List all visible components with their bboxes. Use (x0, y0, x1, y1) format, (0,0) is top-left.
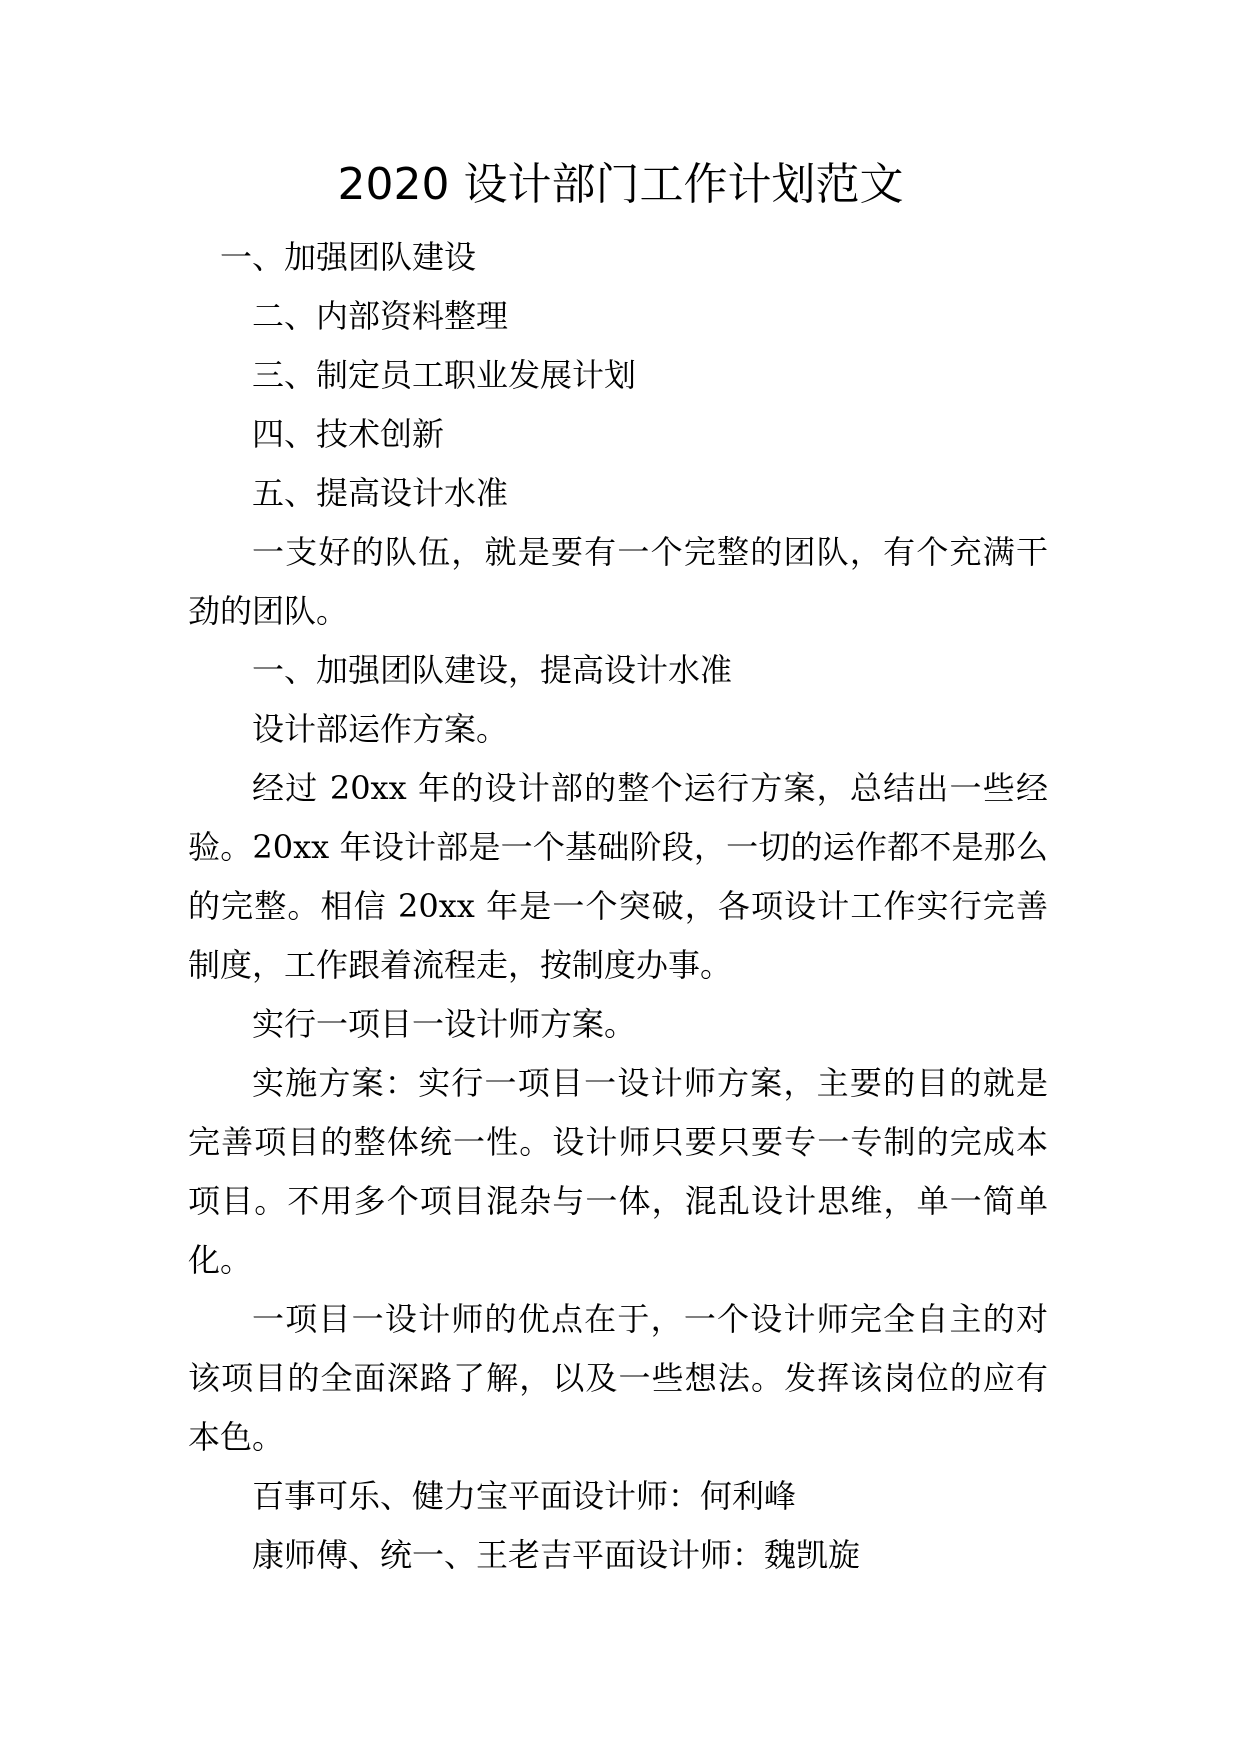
paragraph-experience: 经过 20xx 年的设计部的整个运行方案，总结出一些经验。20xx 年设计部是一个基础阶段，一切的运作都不是那么的完整。相信 20xx 年是一个突破，各项设计工作实行完善制度，工作跟着流程走，按制度办事。 (188, 769, 1048, 984)
paragraph-designer-kangshifu: 康师傅、统一、王老吉平面设计师：魏凯旋 (252, 1536, 861, 1574)
document-title: 2020 设计部门工作计划范文 (337, 159, 904, 210)
heading-design-standard: 五、提高设计水准 (252, 474, 509, 512)
heading-tech-innovation: 四、技术创新 (252, 415, 445, 453)
paragraph-advantages: 一项目一设计师的优点在于，一个设计师完全自主的对该项目的全面深路了解，以及一些想法。发挥该岗位的应有本色。 (188, 1300, 1048, 1456)
paragraph-implementation: 实施方案：实行一项目一设计师方案，主要的目的就是完善项目的整体统一性。设计师只要只要专一专制的完成本项目。不用多个项目混杂与一体，混乱设计思维，单一简单化。 (188, 1064, 1048, 1279)
paragraph-operation-plan: 设计部运作方案。 (252, 710, 509, 748)
section-heading-team-design: 一、加强团队建设，提高设计水准 (252, 651, 733, 689)
heading-career-plan: 三、制定员工职业发展计划 (252, 356, 637, 394)
document-body (188, 228, 1048, 1585)
paragraph-team: 一支好的队伍，就是要有一个完整的团队，有个充满干劲的团队。 (188, 533, 1048, 630)
paragraph-designer-pepsi: 百事可乐、健力宝平面设计师：何利峰 (252, 1477, 797, 1515)
paragraph-one-project-one-designer: 实行一项目一设计师方案。 (252, 1005, 637, 1043)
heading-team-building: 一、加强团队建设 (220, 238, 477, 276)
heading-internal-materials: 二、内部资料整理 (252, 297, 509, 335)
